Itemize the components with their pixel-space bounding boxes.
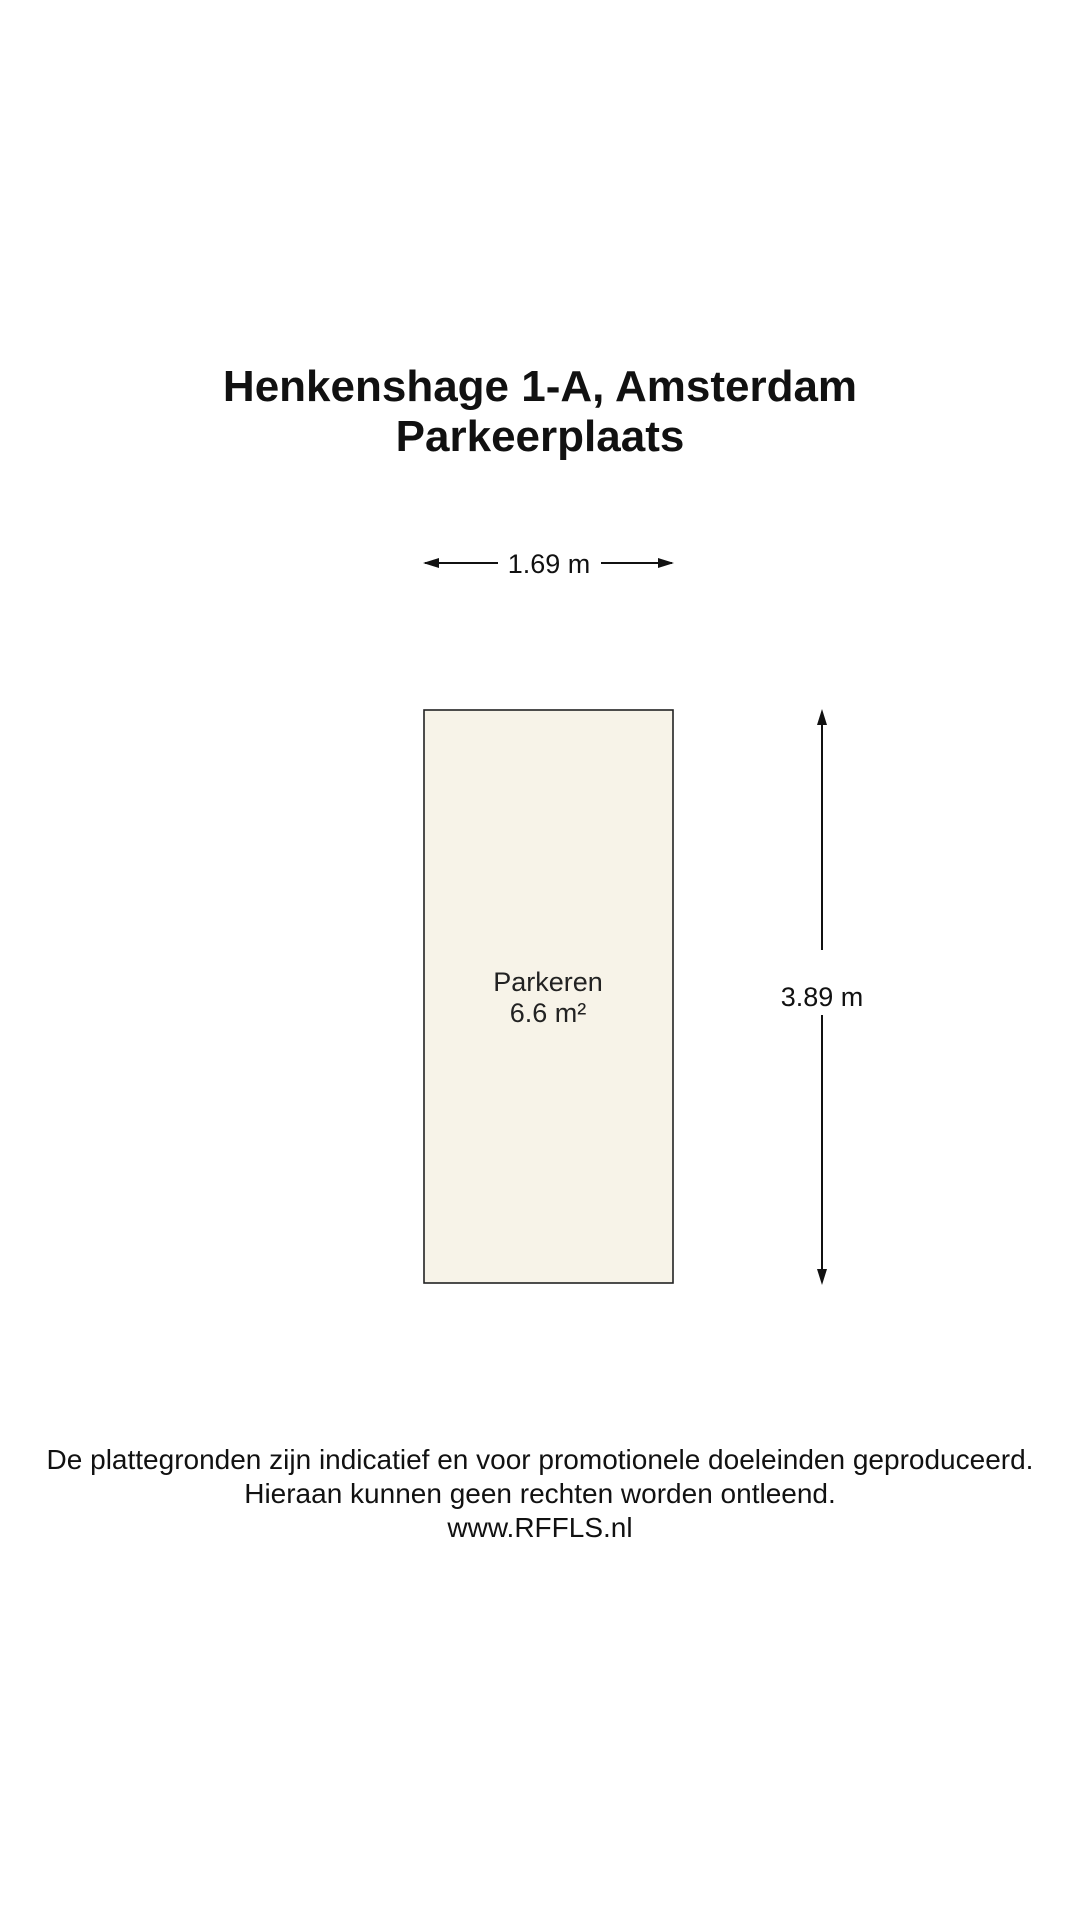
width-label: 1.69 m [507, 549, 591, 579]
disclaimer [0, 1443, 1080, 1545]
height-label: 3.89 m [780, 982, 864, 1012]
floor-title: Parkeerplaats [395, 412, 685, 461]
height-dimension [781, 709, 864, 1285]
width-dimension [423, 549, 674, 579]
width-arrow-left-head [423, 558, 439, 568]
disclaimer-line-2: Hieraan kunnen geen rechten worden ontleend. [244, 1478, 836, 1509]
website-link[interactable]: www.RFFLS.nl [447, 1512, 633, 1543]
address-title: Henkenshage 1-A, Amsterdam [222, 362, 858, 411]
width-arrow-right-head [658, 558, 674, 568]
disclaimer-line-1: De plattegronden zijn indicatief en voor promotionele doeleinden geproduceerd. [46, 1444, 1034, 1475]
room-area: 6.6 m² [509, 998, 587, 1028]
room-name: Parkeren [493, 967, 603, 997]
height-arrow-top-head [817, 709, 827, 725]
height-arrow-bottom-head [817, 1269, 827, 1285]
